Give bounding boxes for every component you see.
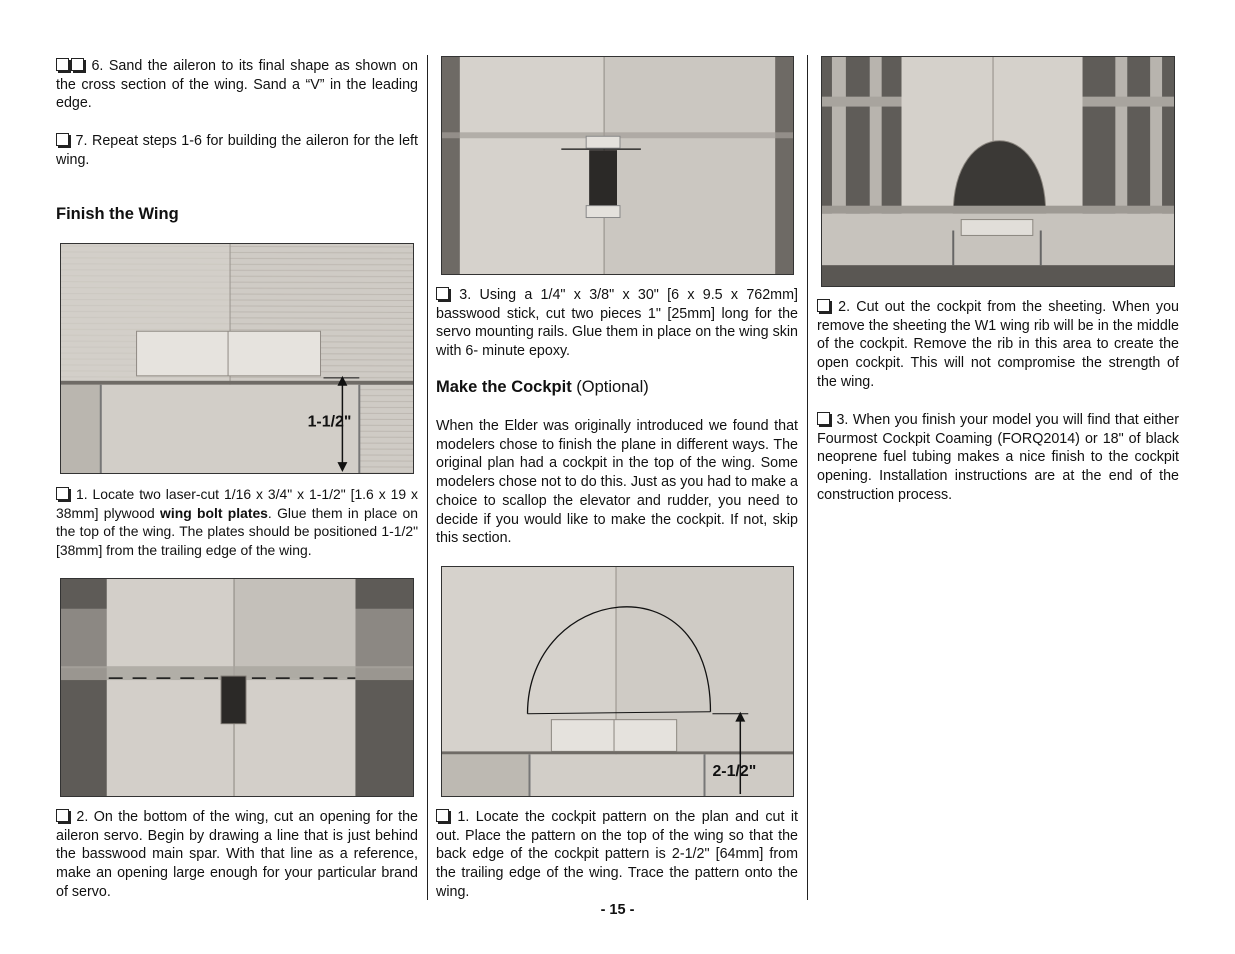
checkbox-icon[interactable] [56, 487, 69, 500]
column-divider-2 [807, 55, 808, 900]
checkbox-icon[interactable] [56, 133, 69, 146]
column-divider-1 [427, 55, 428, 900]
cockpit-intro-paragraph: When the Elder was originally introduced we found that modelers chose to finish the plane in different ways. The original plan had a cockpit in the top of the wing. Some modelers chose not to do this. Just as you had to make a choice to scallop the elevator and rudder, you need to decide if you would like to make the cockpit. If not, skip this section. [436, 418, 798, 547]
coaming-text: When you finish your model you will find that either Fourmost Cockpit Coaming (FORQ2014) or 18" of black neoprene fuel tubing makes a nice finish to the cockpit opening. Installation instructions are at the end of the construction process. [817, 412, 1179, 503]
finish-step2-text: On the bottom of the wing, cut an opening for the aileron servo. Begin by drawing a line that is just behind the basswood main spar. With that line as a reference, make an opening large enough for your particular brand of servo. [56, 809, 418, 900]
servo-rails-text: Using a 1/4" x 3/8" x 30" [6 x 9.5 x 762mm] basswood stick, cut two pieces 1" [25mm] long for the servo mounting rails. Glue them in place on the wing skin with 6- minute epoxy. [436, 287, 798, 360]
step-number: 6. [91, 58, 104, 74]
step7-text: Repeat steps 1-6 for building the aileron for the left wing. [56, 133, 418, 168]
step-number: 1. [457, 809, 470, 825]
step-number: 3. [836, 412, 849, 428]
photo-cockpit-pattern-traced [441, 566, 794, 797]
photo-open-cockpit [821, 56, 1175, 287]
step-number: 2. [76, 809, 89, 825]
step7-paragraph [56, 132, 418, 169]
checkbox-icon[interactable] [817, 299, 830, 312]
step-number: 3. [459, 287, 472, 303]
finish-step1-text-b: . Glue them in place on the top of the wing. The plates should be positioned 1-1/2" [38mm] from the trailing edge of the wing. [56, 504, 419, 559]
step6-paragraph [56, 57, 418, 113]
checkbox-icon[interactable] [71, 58, 84, 71]
step-number: 1. [75, 486, 88, 502]
heading-optional: (Optional) [571, 378, 649, 396]
finish-step2-paragraph [56, 808, 418, 902]
checkbox-icon[interactable] [817, 412, 830, 425]
finish-step1-paragraph [56, 485, 418, 560]
heading-main: Make the Cockpit [436, 378, 572, 396]
dimension-label-2-1-2: 2-1/2" [712, 763, 757, 781]
step-number: 2. [838, 299, 851, 315]
photo-wing-bolt-plates [60, 243, 414, 474]
photo-aileron-servo-opening [60, 578, 414, 797]
cockpit-step1-paragraph [436, 808, 798, 902]
cockpit-step3-paragraph [436, 286, 798, 361]
checkbox-icon[interactable] [436, 809, 449, 822]
dimension-label-1-1-2: 1-1/2" [307, 413, 352, 431]
section-heading-finish-wing: Finish the Wing [56, 205, 179, 223]
checkbox-icon[interactable] [56, 809, 69, 822]
cut-cockpit-text: Cut out the cockpit from the sheeting. When you remove the sheeting the W1 wing rib will be in the middle of the cockpit. Remove the rib in this area to create the open cockpit. This will not compromise the strength of the wing. [817, 299, 1179, 390]
section-heading-make-cockpit [436, 378, 649, 397]
cockpit-pattern-text: Locate the cockpit pattern on the plan and cut it out. Place the pattern on the top of the wing so that the back edge of the cockpit pattern is 2-1/2" [64mm] from the trailing edge of the wing. Trace the pattern onto the wing. [436, 809, 798, 900]
page-number: - 15 - [600, 902, 635, 918]
finish-step1-text-a: Locate two laser-cut 1/16 x 3/4" x 1-1/2" [1.6 x 19 x 38mm] plywood [56, 486, 419, 521]
cockpit-step3b-paragraph [817, 411, 1179, 505]
checkbox-icon[interactable] [436, 287, 449, 300]
photo-servo-mounting-rails [441, 56, 794, 275]
checkbox-icon[interactable] [56, 58, 69, 71]
step-number: 7. [75, 133, 88, 149]
step6-text: Sand the aileron to its final shape as shown on the cross section of the wing. Sand a “V” in the leading edge. [56, 58, 418, 112]
wing-bolt-plates-term: wing bolt plates [160, 504, 268, 521]
cockpit-step2-paragraph [817, 298, 1179, 392]
